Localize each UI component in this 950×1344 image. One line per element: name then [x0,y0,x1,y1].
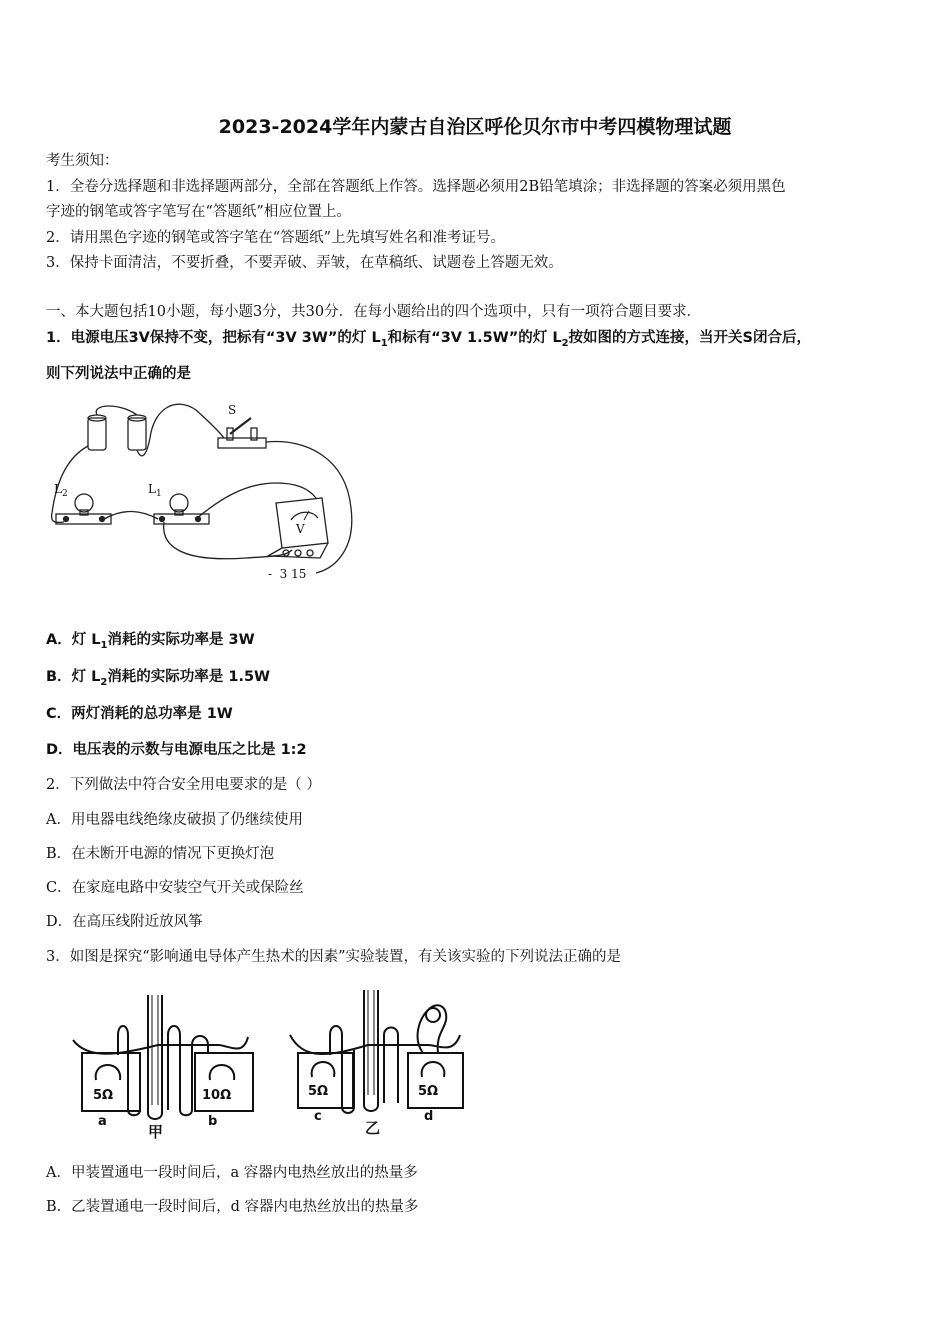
resistor-b-label: 10Ω [202,1088,232,1103]
q2-option-a[interactable]: A．用电器电线绝缘皮破损了仍继续使用 [46,812,303,828]
q2-option-b[interactable]: B．在未断开电源的情况下更换灯泡 [46,846,275,862]
resistor-d-label: 5Ω [418,1084,439,1099]
battery-cell [88,418,106,450]
bulb-l1 [170,494,188,512]
heating-wire-c [312,1062,335,1077]
option-text: 消耗的实际功率是 1.5W [107,669,271,685]
u-tube-yi [364,990,378,1105]
q2-option-d[interactable]: D．在高压线附近放风筝 [46,914,203,930]
q2-option-c[interactable]: C．在家庭电路中安装空气开关或保险丝 [46,880,304,896]
q1-option-a[interactable] [46,630,255,656]
bulb-label-l2: $L_2$ [54,482,68,499]
bulb-label-l1: $L_1$ [148,482,162,499]
container-c-label: c [314,1109,322,1124]
apparatus-yi-label: 乙 [365,1119,381,1137]
option-sub: 2 [100,676,108,688]
q1-stem [46,328,811,354]
page-title: 2023-2024学年内蒙古自治区呼伦贝尔市中考四模物理试题 [218,116,732,138]
q1-option-b[interactable] [46,667,270,693]
q3-stem: 3．如图是探究“影响通电导体产生热术的因素”实验装置，有关该实验的下列说法正确的是 [46,949,622,965]
option-text: 消耗的实际功率是 3W [107,632,255,648]
q1-sub: 1 [380,337,388,349]
switch-base [218,438,266,448]
q1-stem-part: 1．电源电压3V保持不变，把标有“3V 3W”的灯 L [46,330,381,346]
apparatus-jia-label: 甲 [148,1123,164,1141]
section-1-heading: 一、本大题包括10小题，每小题3分，共30分．在每小题给出的四个选项中，只有一项符合题目要求． [46,304,702,320]
notice-item-3: 3．保持卡面清洁，不要折叠，不要弄破、弄皱，在草稿纸、试题卷上答题无效。 [46,255,563,271]
bulb-l2 [75,494,93,512]
q1-sub: 2 [561,337,569,349]
q2-stem: 2．下列做法中符合安全用电要求的是（ ） [46,777,321,793]
option-sub: 1 [100,639,108,651]
switch-blade [230,418,251,434]
q3-apparatus-figure [68,985,478,1145]
battery-cell [128,418,146,450]
u-tube [148,995,162,1113]
heating-wire-b [210,1065,235,1080]
switch-label: S [228,403,237,417]
q3-option-b[interactable]: B．乙装置通电一段时间后，d 容器内电热丝放出的热量多 [46,1199,419,1215]
option-text: B．灯 L [46,669,101,685]
container-a-label: a [98,1114,107,1129]
q1-circuit-figure [46,398,356,603]
q3-option-a[interactable]: A．甲装置通电一段时间后，a 容器内电热丝放出的热量多 [46,1165,418,1181]
q1-stem-part: 按如图的方式连接，当开关S闭合后， [568,330,811,346]
container-d-label: d [424,1109,434,1124]
voltmeter-terminals: - 3 15 [268,567,307,581]
notice-heading: 考生须知： [46,153,119,169]
q1-option-d[interactable]: D．电压表的示数与电源电压之比是 1:2 [46,742,307,758]
notice-item-1a: 1．全卷分选择题和非选择题两部分，全部在答题纸上作答。选择题必须用2B铅笔填涂；非选择题的答案必须用黑色 [46,179,786,195]
notice-item-1b: 字迹的钢笔或答字笔写在“答题纸”相应位置上。 [46,204,351,220]
notice-item-2: 2．请用黑色字迹的钢笔或答字笔在“答题纸”上先填写姓名和准考证号。 [46,230,506,246]
resistor-c-label: 5Ω [308,1084,329,1099]
q1-stem-line2: 则下列说法中正确的是 [46,366,191,382]
option-text: A．灯 L [46,632,101,648]
resistor-a-label: 5Ω [93,1088,114,1103]
q1-stem-part: 和标有“3V 1.5W”的灯 L [387,330,562,346]
voltmeter-label: V [296,522,305,536]
heating-wire-a [96,1065,121,1080]
heating-wire-d [422,1062,445,1077]
q1-option-c[interactable]: C．两灯消耗的总功率是 1W [46,706,233,722]
container-b-label: b [208,1114,218,1129]
